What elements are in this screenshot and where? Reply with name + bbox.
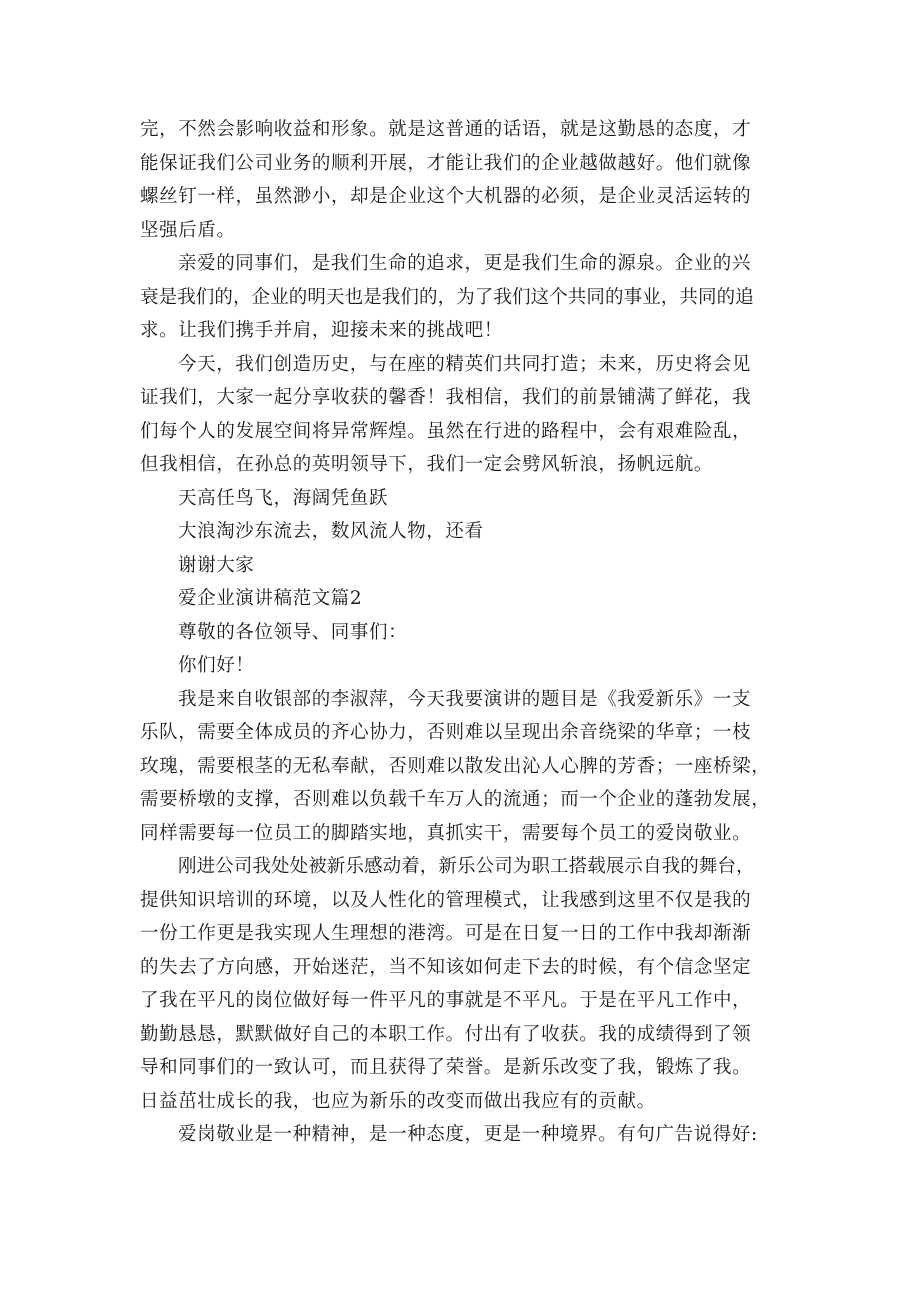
text-line: 们每个人的发展空间将异常辉煌。虽然在行进的路程中，会有艰难险乱， xyxy=(140,420,752,442)
text-line: 乐队，需要全体成员的齐心协力，否则难以呈现出余音绕梁的华章；一枝 xyxy=(140,722,752,743)
text-line: 尊敬的各位领导、同事们： xyxy=(178,621,408,643)
text-line: 求。让我们携手并肩，迎接未来的挑战吧！ xyxy=(140,320,503,341)
text-line: 大浪淘沙东流去，数风流人物，还看 xyxy=(178,521,484,542)
text-line: 今天，我们创造历史，与在座的精英们共同打造；未来，历史将会见 xyxy=(178,353,752,375)
text-line: 证我们，大家一起分享收获的馨香！我相信，我们的前景铺满了鲜花，我 xyxy=(140,387,752,408)
text-line: 导和同事们的一致认可，而且获得了荣誉。是新乐改变了我，锻炼了我。 xyxy=(140,1057,752,1078)
text-line: 同样需要每一位员工的脚踏实地，真抓实干，需要每个员工的爱岗敬业。 xyxy=(140,822,752,844)
text-line: 我是来自收银部的李淑萍，今天我要演讲的题目是《我爱新乐》一支 xyxy=(178,688,752,710)
text-line: 能保证我们公司业务的顺利开展，才能让我们的企业越做越好。他们就像 xyxy=(140,152,752,174)
text-line: 日益茁壮成长的我，也应为新乐的改变而做出我应有的贡献。 xyxy=(140,1090,656,1112)
text-line: 了我在平凡的岗位做好每一件平凡的事就是不平凡。于是在平凡工作中， xyxy=(140,990,752,1011)
text-line: 你们好！ xyxy=(178,655,255,676)
text-line: 的失去了方向感，开始迷茫，当不知该如何走下去的时候，有个信念坚定 xyxy=(140,956,752,978)
text-line: 谢谢大家 xyxy=(178,554,255,576)
text-line: 提供知识培训的环境，以及人性化的管理模式，让我感到这里不仅是我的 xyxy=(140,889,752,911)
text-line: 完，不然会影响收益和形象。就是这普通的话语，就是这勤恳的态度，才 xyxy=(140,119,752,140)
text-line: 需要桥墩的支撑，否则难以负载千车万人的流通；而一个企业的蓬勃发展， xyxy=(140,789,771,810)
text-line: 爱岗敬业是一种精神，是一种态度，更是一种境界。有句广告说得好: xyxy=(178,1124,758,1145)
text-line: 玫瑰，需要根茎的无私奉献，否则难以散发出沁人心脾的芳香；一座桥梁， xyxy=(140,755,771,777)
text-line: 螺丝钉一样，虽然渺小，却是企业这个大机器的必须，是企业灵活运转的 xyxy=(140,186,752,207)
text-line: 坚强后盾。 xyxy=(140,219,236,241)
text-line: 刚进公司我处处被新乐感动着，新乐公司为职工搭载展示自我的舞台， xyxy=(178,856,755,877)
text-line: 一份工作更是我实现人生理想的港湾。可是在日复一日的工作中我却渐渐 xyxy=(140,923,752,944)
text-line: 亲爱的同事们，是我们生命的追求，更是我们生命的源泉。企业的兴 xyxy=(178,253,752,274)
text-line: 衰是我们的，企业的明天也是我们的，为了我们这个共同的事业，共同的追 xyxy=(140,286,754,308)
text-line: 爱企业演讲稿范文篇2 xyxy=(178,588,363,609)
text-line: 但我相信，在孙总的英明领导下，我们一定会劈风斩浪，扬帆远航。 xyxy=(140,454,714,475)
document-body xyxy=(140,113,795,1152)
text-line: 天高任鸟飞，海阔凭鱼跃 xyxy=(178,487,389,509)
text-line: 勤勤恳恳，默默做好自己的本职工作。付出有了收获。我的成绩得到了领 xyxy=(140,1023,752,1045)
